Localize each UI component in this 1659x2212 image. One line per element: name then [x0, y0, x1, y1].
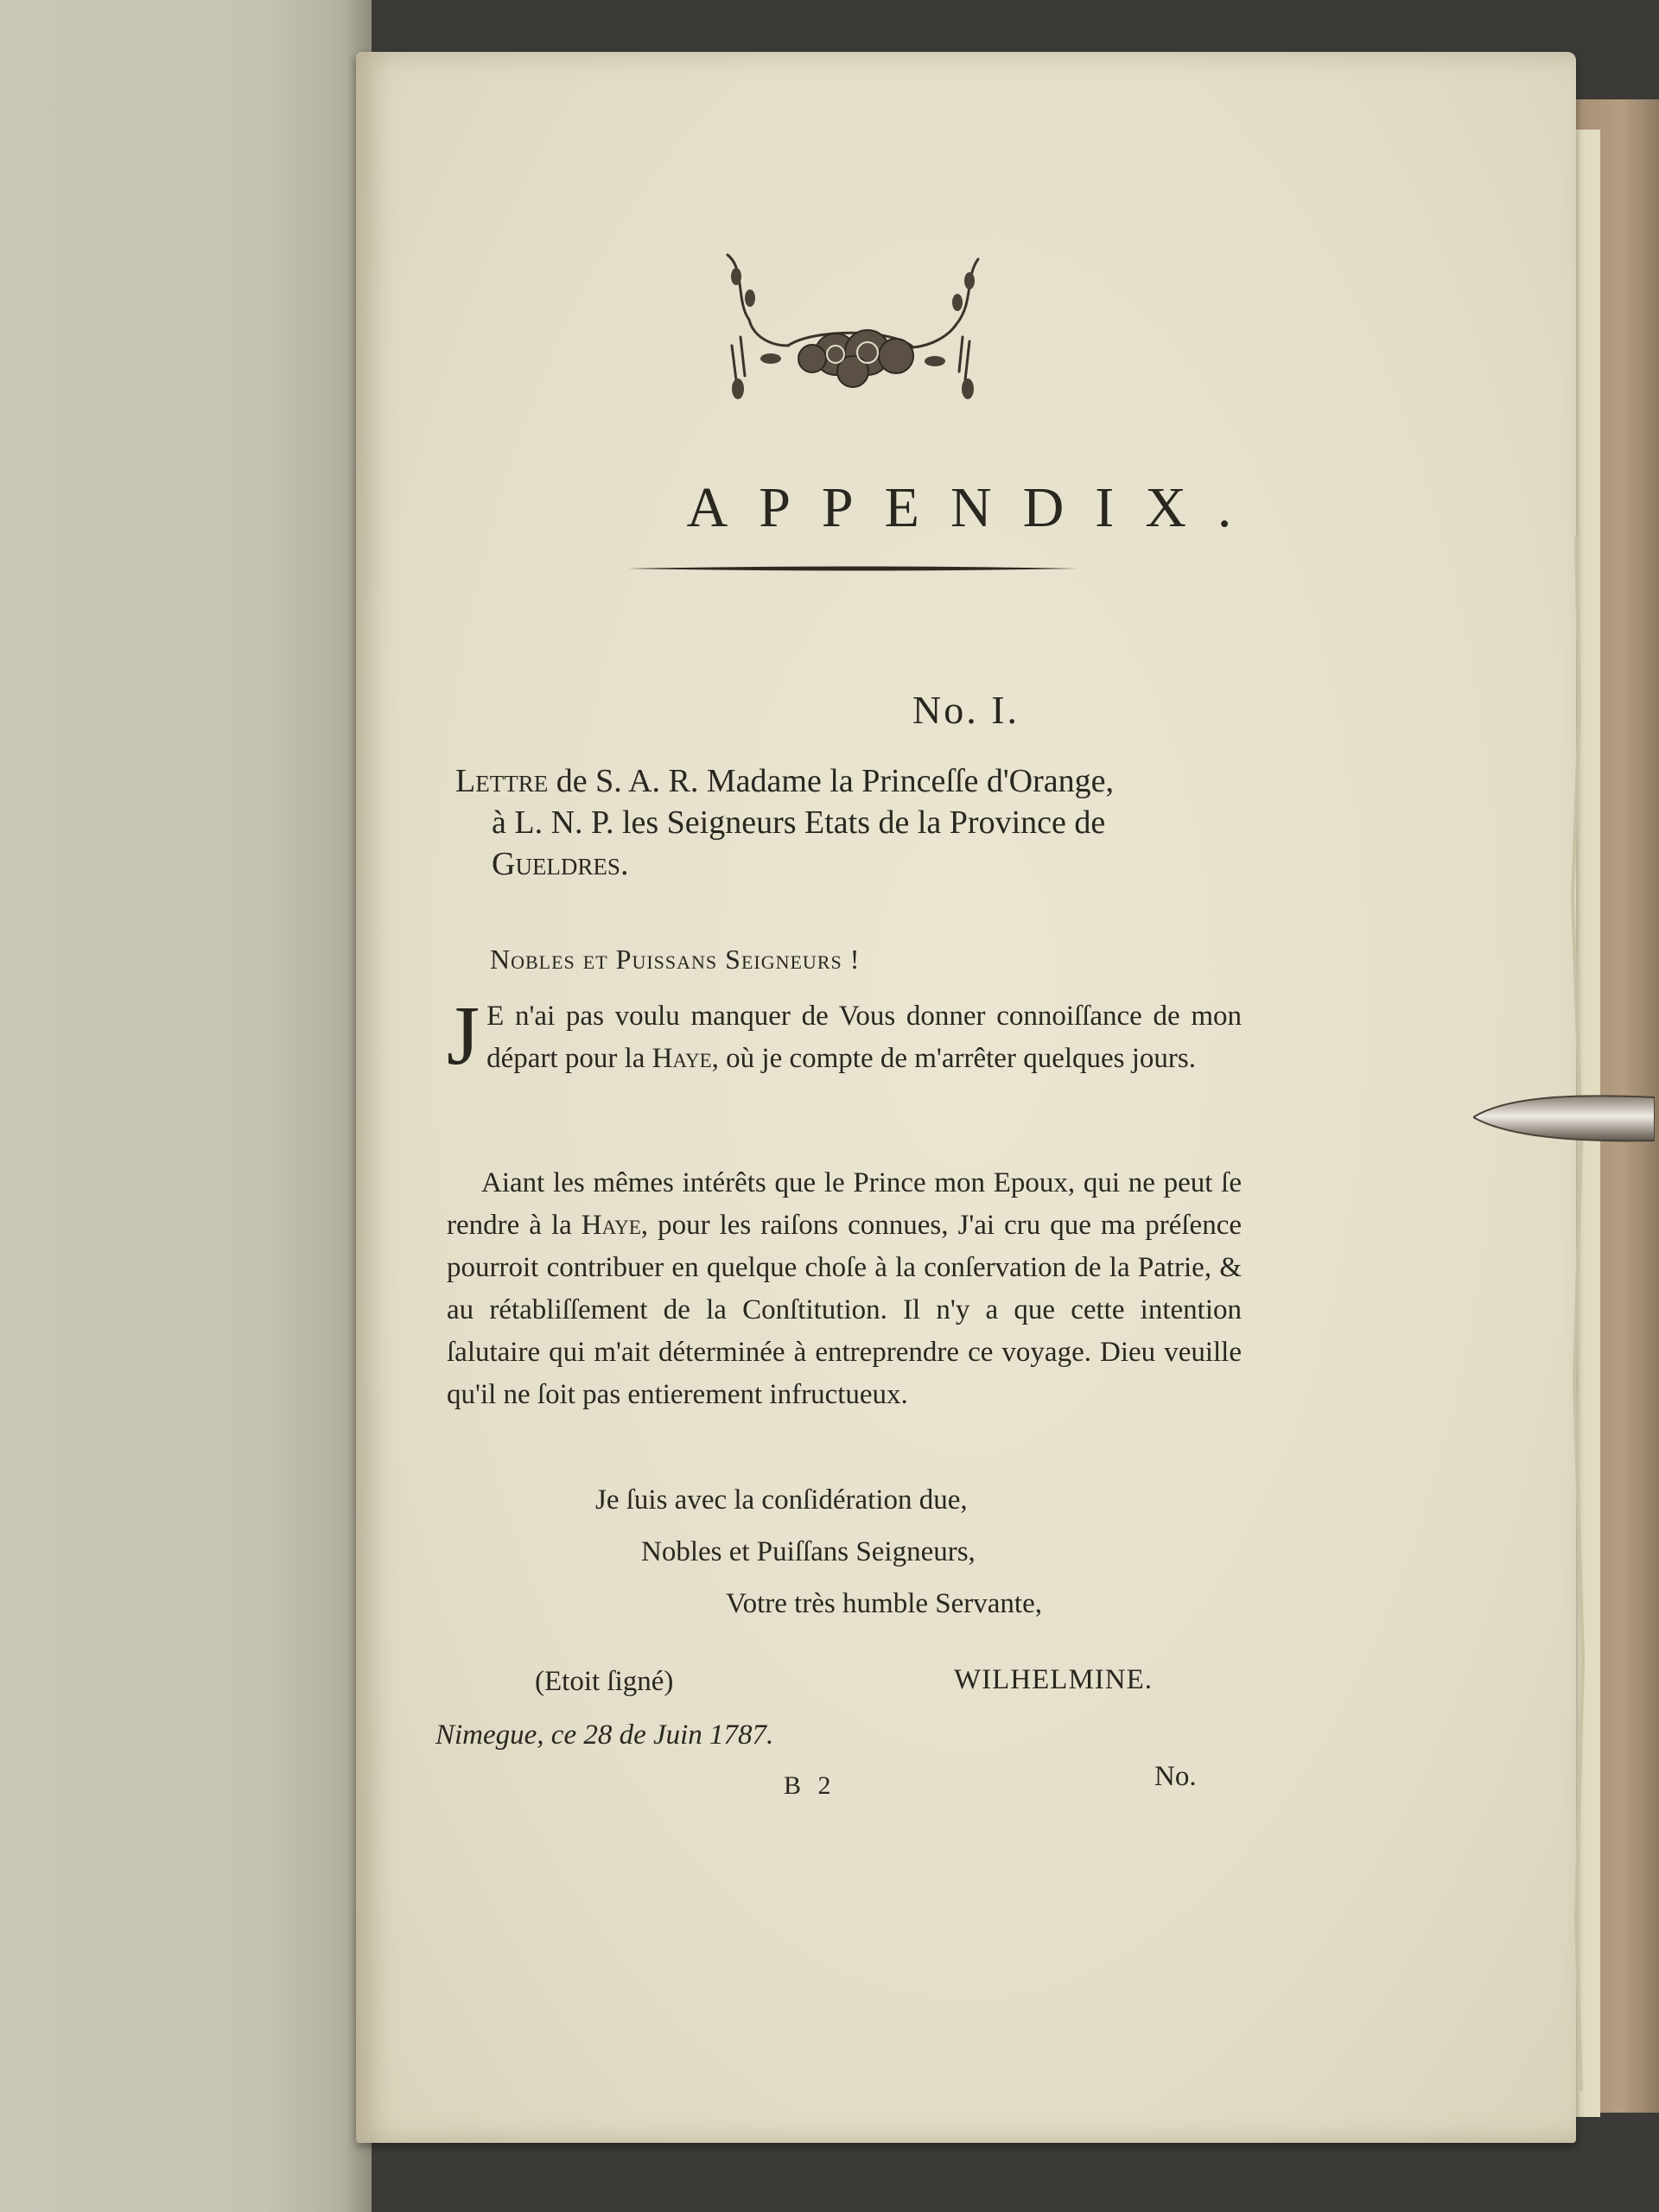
deckled-edge	[1557, 536, 1588, 2091]
paragraph-1-text: E n'ai pas voulu manquer de Vous donner connoiſſance de mon départ pour la	[486, 1001, 1242, 1074]
catchword: No.	[1154, 1761, 1197, 1792]
signature-mark: B 2	[784, 1771, 836, 1800]
closing-line-3: Votre très humble Servante,	[726, 1588, 1042, 1619]
heading-lettre: Lettre	[455, 763, 549, 799]
salutation: Nobles et Puissans Seigneurs !	[490, 944, 861, 975]
metal-clip	[1473, 1087, 1655, 1147]
facing-left-page	[0, 0, 372, 2212]
paragraph-2-text: Aiant les mêmes intérêts que le Prince mon Epoux, qui ne peut ſe rendre à la	[447, 1167, 1242, 1241]
paragraph-1	[447, 989, 1242, 1083]
signer-name: WILHELMINE.	[954, 1664, 1154, 1695]
drop-cap: J	[447, 989, 480, 1083]
paragraph-2	[447, 1162, 1242, 1416]
place-name: Haye	[652, 1043, 712, 1074]
title-rule	[628, 566, 1077, 571]
book-page	[356, 52, 1576, 2143]
paragraph-1-text-end: , où je compte de m'arrêter quelques jours.	[711, 1043, 1196, 1074]
paragraph-2-text-end: , pour les raiſons connues, J'ai cru que ma préſence pourroit contribuer en quelque choſe à la conſervation de la Patrie, & au rétabliſſement de la Conſtitution. Il n'y a que cette intention ſalutaire qui m'ait déterminée à entreprendre ce voyage. Dieu veuille qu'il ne ſoit pas entierement infructueux.	[447, 1210, 1242, 1410]
place-and-date: Nimegue, ce 28 de Juin 1787.	[435, 1719, 774, 1751]
closing-line-1: Je ſuis avec la conſidération due,	[595, 1484, 968, 1516]
floral-ornament	[719, 251, 987, 436]
page-title: APPENDIX.	[686, 476, 1263, 539]
closing-line-2: Nobles et Puiſſans Seigneurs,	[641, 1536, 976, 1567]
signed-note: (Etoit ſigné)	[535, 1666, 674, 1697]
heading-line1: de S. A. R. Madame la Princeſſe d'Orange,	[548, 763, 1114, 799]
heading-line3: Gueldres.	[492, 846, 629, 882]
heading-line2: à L. N. P. les Seigneurs Etats de la Province de	[492, 804, 1106, 841]
place-name: Haye	[581, 1210, 641, 1241]
letter-heading	[455, 760, 1250, 885]
document-number: No. I.	[912, 688, 1020, 732]
